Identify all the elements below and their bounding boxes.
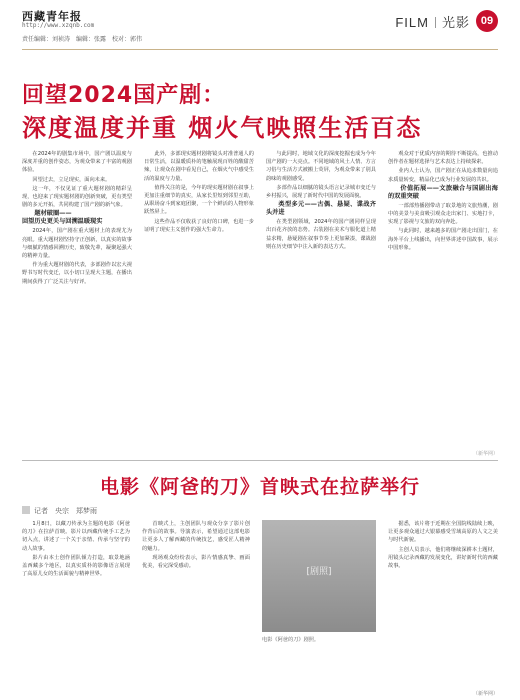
article2-column-4: [388, 520, 498, 688]
article-column-4: [388, 150, 498, 450]
footer-credit: （新华网）: [472, 691, 498, 697]
paragraph: 业内人士认为，国产剧正在从追求数量向追求质量转变，精品化已成为行业发展的共识。: [388, 168, 498, 183]
article2-column-2: [142, 520, 250, 688]
page-number-badge: 09: [476, 10, 498, 32]
section-subhead: 题材破圈—— 回望历史更关与回溯温暖现实: [22, 210, 103, 226]
paragraph: 值得关注的是，今年的现实题材剧在叙事上更加注重细节的真实，从家长里短到邻里互助，从职场奋斗到家庭团聚，一个个鲜活的人物形象跃然屏上。: [144, 184, 254, 216]
paragraph: 这些作品不仅收获了良好的口碑，也进一步证明了现实主义创作的强大生命力。: [144, 218, 254, 233]
article2-byline: 记者 央宗 郑梦雨: [22, 506, 222, 516]
film-still-photo: [262, 520, 376, 632]
paragraph: 作为重大题材剧的代表，多部剧作以宏大视野书写时代变迁，以小切口呈现大主题，在播出期间获得了广泛关注与好评。: [22, 262, 132, 285]
section-subhead: 类型多元——古偶、悬疑、谍战齐头并进: [266, 201, 376, 217]
paragraph: 与此同时，地域文化的深度挖掘也成为今年国产剧的一大亮点。不同地域的风土人情、方言习俗与生活方式被搬上荧屏，为观众带来了别具韵味的观剧感受。: [266, 151, 376, 182]
paragraph: 2024年，国产剧在重大题材上的表现尤为亮眼。重大题材剧坚持守正创新，以真实的故事与细腻的情感回溯历史，致敬先辈，凝聚起强大的精神力量。: [22, 228, 132, 260]
article2-headline: 电影《阿爸的刀》首映式在拉萨举行: [99, 476, 420, 498]
paragraph: 主创人员表示，他们将继续深耕本土题材，用镜头记录西藏的发展变化，讲好新时代的西藏故事。: [388, 546, 498, 570]
article-column-2: [144, 150, 254, 450]
photo-caption: 电影《阿爸的刀》剧照。: [262, 637, 320, 643]
byline-marker-icon: [22, 506, 30, 514]
paper-name: 西藏青年报: [22, 10, 82, 23]
article-divider: [22, 460, 498, 461]
paragraph: 据悉，该片将于近期在全国院线陆续上映，让更多观众通过大银幕感受雪域高原的人文之美与时代新貌。: [388, 521, 498, 544]
paragraph: 与此同时，越来越多的国产剧走出国门，在海外平台上线播出，向世界讲述中国故事，展示中国形象。: [388, 228, 498, 251]
paragraph: 在类型剧领域，2024年的国产剧同样呈现出百花齐放的态势。古装剧在美术与服化道上精益求精，悬疑剧在叙事节奏上更加紧凑，谍战剧则在历史细节中注入新的表达方式。: [266, 219, 376, 250]
photo-placeholder: [剧照]: [306, 567, 332, 577]
article-body: [22, 150, 498, 450]
paragraph: 现场观众纷纷表示，影片情感真挚、画面优美，看完深受感动。: [142, 554, 250, 570]
section-subhead: 价值拓展——文旅融合与国剧出海的双重突破: [388, 184, 498, 200]
article-column-1: [22, 150, 132, 450]
section-cn: 光影: [441, 15, 470, 30]
paragraph: 首映式上，主创团队与观众分享了影片创作背后的故事。导演表示，希望通过这部电影让更多人了解西藏的传统技艺，感受匠人精神的魅力。: [142, 521, 250, 552]
header-rule: [22, 49, 498, 50]
paragraph: 多部作品以细腻的镜头语言记录城市变迁与乡村振兴，展现了新时代中国的发展面貌。: [266, 184, 376, 200]
article-headline: 回望2024国产剧：: [22, 83, 226, 108]
section-en: FILM: [395, 15, 429, 30]
section-divider: [435, 17, 436, 28]
section-label: [395, 12, 470, 31]
paper-url: http://www.xzqnb.com: [22, 22, 95, 29]
paragraph: 一部部热播剧带动了取景地的文旅热潮，剧中的美景与美食吸引观众走出家门、实地打卡，实现了影视与文旅的双向奔赴。: [388, 202, 498, 226]
masthead: [22, 8, 498, 48]
article-subheadline: 深度温度并重 烟火气映照生活百态: [22, 114, 423, 142]
paragraph: 在2024年的剧集市场中，国产剧以温度与深度并重的创作姿态，为观众带来了丰富的观剧体验。: [22, 151, 132, 174]
paragraph: 这一年，不仅见证了重大题材剧的精彩呈现，也迎来了现实题材剧的创新突破，更有类型剧的多元开拓，共同构建了国产剧的新气象。: [22, 185, 132, 209]
article2-body: [22, 520, 498, 688]
editor-credits: 责任编辑：刘祯涛 编辑：张露 校对：郭伟: [22, 36, 143, 43]
paragraph: 此外，多部现实题材剧将镜头对准普通人的日常生活，以温暖质朴的笔触展现百姓的酸甜苦辣，让观众在剧中看见自己，在烟火气中感受生活的温度与力量。: [144, 151, 254, 182]
paragraph: 1月8日，以藏刀传承为主题的电影《阿爸的刀》在拉萨首映。影片以西藏传统手工艺为切入点，讲述了一个关于亲情、传承与坚守的动人故事。: [22, 521, 130, 552]
article2-column-1: [22, 520, 130, 688]
paragraph: 观众对于优质内容的期待不断提高，也推动创作者在题材选择与艺术表达上持续探索。: [388, 151, 498, 166]
article-column-3: [266, 150, 376, 450]
paragraph: 回望过去，立足现实，面向未来。: [32, 176, 111, 183]
paragraph: 影片由本土创作团队倾力打造，取景地涵盖西藏多个地区，以真实质朴的影像语言展现了高原儿女的生活面貌与精神世界。: [22, 554, 130, 578]
article-source: （新华网）: [472, 451, 498, 457]
